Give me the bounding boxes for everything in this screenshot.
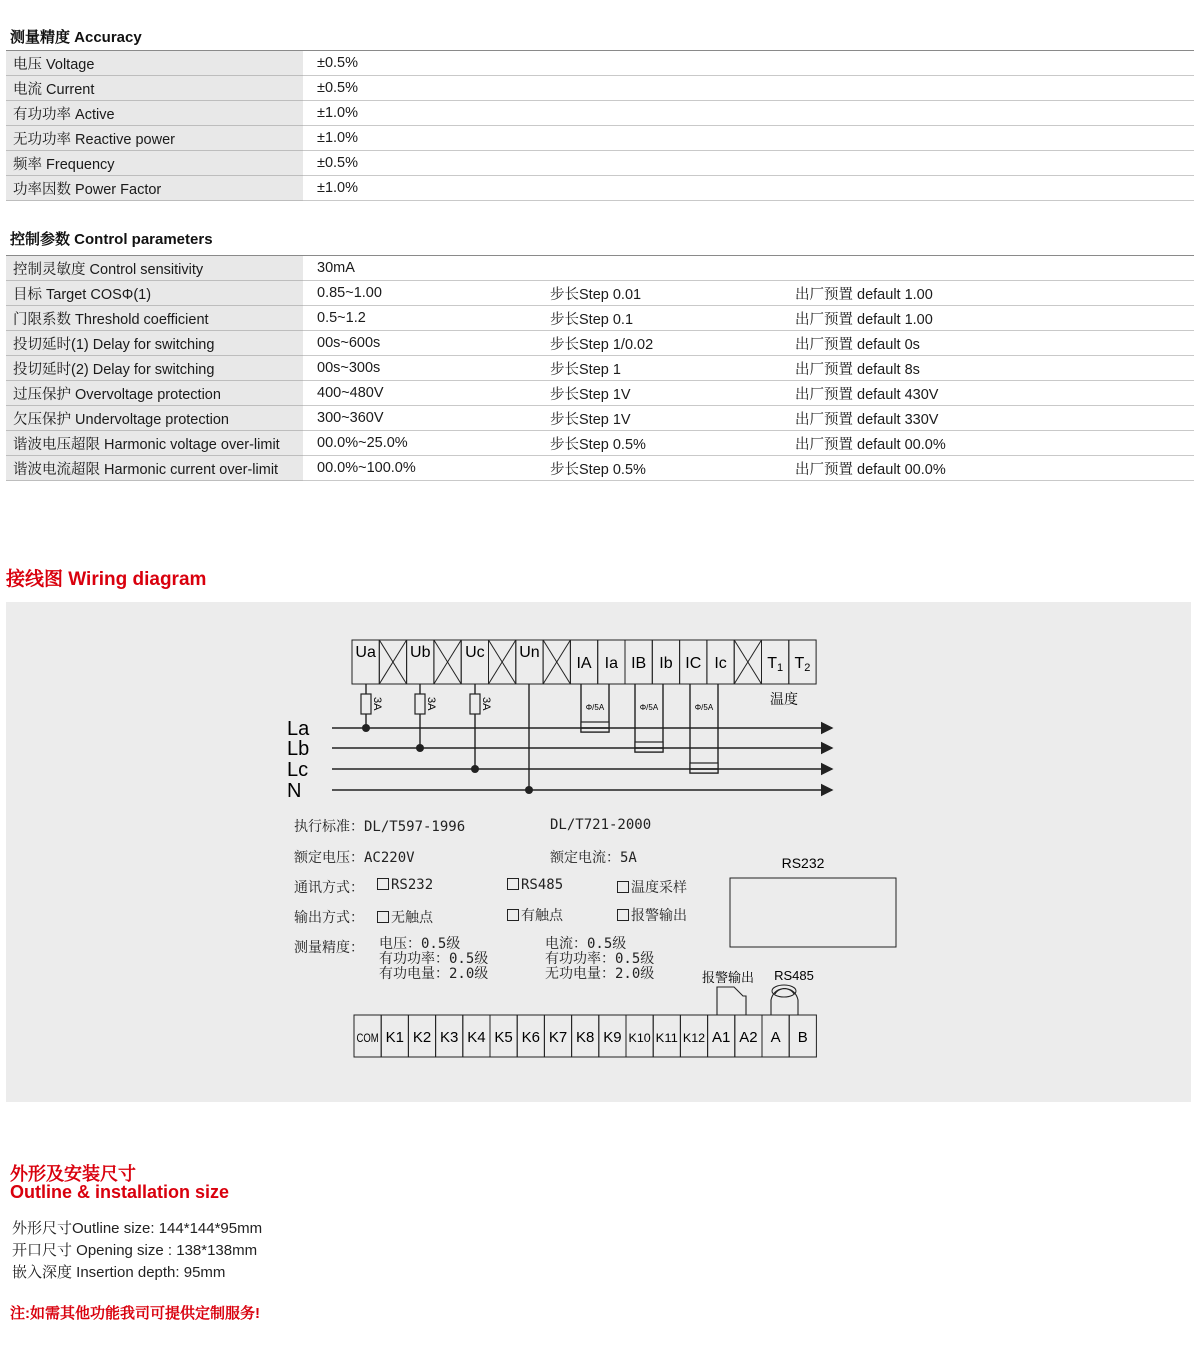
terminal-label: T2 bbox=[794, 655, 811, 674]
output-option-contactless: 无触点 bbox=[377, 907, 433, 927]
accuracy-right: 电流：0.5级 有功功率：0.5级 无功电量：2.0级 bbox=[545, 936, 655, 982]
accuracy-value: ±1.0% bbox=[303, 126, 543, 151]
control-row bbox=[6, 431, 1194, 456]
terminal-label: K8 bbox=[576, 1029, 595, 1046]
phase-label: N bbox=[287, 780, 302, 802]
control-default: 出厂预置 default 8s bbox=[788, 356, 1194, 381]
control-label: 谐波电压超限 Harmonic voltage over-limit bbox=[6, 431, 303, 456]
empty-cell bbox=[543, 151, 1194, 176]
control-step: 步长Step 0.5% bbox=[543, 431, 788, 456]
output-label: 输出方式： bbox=[294, 910, 364, 926]
fuse-rating: 3A bbox=[480, 697, 492, 711]
rs485-label: RS485 bbox=[774, 968, 814, 983]
outline-title-cn: 外形及安装尺寸 bbox=[10, 1164, 136, 1184]
rs232-label: RS232 bbox=[781, 855, 825, 871]
control-label: 过压保护 Overvoltage protection bbox=[6, 381, 303, 406]
terminal-label: A1 bbox=[712, 1029, 731, 1046]
checkbox-icon bbox=[377, 911, 389, 923]
control-step: 步长Step 0.1 bbox=[543, 306, 788, 331]
phase-label: Lc bbox=[287, 759, 309, 781]
checkbox-icon bbox=[377, 878, 389, 890]
feed-wires bbox=[361, 684, 718, 794]
terminal-label: Un bbox=[519, 644, 540, 661]
bottom-terminal-strip bbox=[354, 985, 816, 1057]
terminal-label: T1 bbox=[767, 655, 784, 674]
output-option-alarm: 报警输出 bbox=[617, 905, 687, 925]
terminal-label: K3 bbox=[440, 1029, 459, 1046]
outline-title-en: Outline & installation size bbox=[10, 1182, 230, 1202]
control-label: 控制灵敏度 Control sensitivity bbox=[6, 256, 303, 281]
terminal-label: K2 bbox=[412, 1029, 432, 1046]
ct-rating: Φ/5A bbox=[694, 703, 714, 712]
control-range: 00.0%~25.0% bbox=[303, 431, 543, 456]
terminal-label: Uc bbox=[465, 644, 485, 661]
accuracy-value: ±0.5% bbox=[303, 151, 543, 176]
terminal-label: COM bbox=[356, 1031, 379, 1045]
rs485-twisted-pair-icon bbox=[771, 989, 798, 1015]
empty-cell bbox=[543, 76, 1194, 101]
accuracy-value: ±1.0% bbox=[303, 101, 543, 126]
opening-size: 开口尺寸 Opening size : 138*138mm bbox=[12, 1242, 258, 1259]
control-step bbox=[543, 256, 788, 281]
control-label: 谐波电流超限 Harmonic current over-limit bbox=[6, 456, 303, 481]
control-label: 投切延时(2) Delay for switching bbox=[6, 356, 303, 381]
control-default: 出厂预置 default 1.00 bbox=[788, 306, 1194, 331]
control-range: 400~480V bbox=[303, 381, 543, 406]
terminal-label: K6 bbox=[521, 1029, 540, 1046]
accuracy-row bbox=[6, 151, 1194, 176]
empty-cell bbox=[543, 101, 1194, 126]
accuracy-label: 功率因数 Power Factor bbox=[6, 176, 303, 201]
accuracy-value: ±0.5% bbox=[303, 76, 543, 101]
control-step: 步长Step 1/0.02 bbox=[543, 331, 788, 356]
fuse-icon bbox=[470, 694, 480, 714]
control-row bbox=[6, 331, 1194, 356]
comm-option-rs485: RS485 bbox=[507, 877, 563, 893]
control-step: 步长Step 0.5% bbox=[543, 456, 788, 481]
current-transformer-icon bbox=[690, 763, 718, 773]
control-range: 0.5~1.2 bbox=[303, 306, 543, 331]
control-range: 00s~600s bbox=[303, 331, 543, 356]
accuracy-value: ±1.0% bbox=[303, 176, 543, 201]
control-row bbox=[6, 281, 1194, 306]
current-transformer-icon bbox=[635, 742, 663, 752]
accuracy-row bbox=[6, 51, 1194, 76]
wiring-title: 接线图 Wiring diagram bbox=[6, 569, 207, 590]
control-default: 出厂预置 default 00.0% bbox=[788, 456, 1194, 481]
accuracy-left: 电压：0.5级 有功功率：0.5级 有功电量：2.0级 bbox=[379, 936, 489, 982]
accuracy-row bbox=[6, 176, 1194, 201]
comm-label: 通讯方式： bbox=[294, 880, 364, 896]
terminal-label: Ic bbox=[714, 655, 727, 672]
checkbox-icon bbox=[507, 878, 519, 890]
rated-current: 额定电流：5A bbox=[550, 850, 637, 866]
ct-rating: Φ/5A bbox=[585, 703, 605, 712]
terminal-label: IC bbox=[685, 655, 702, 672]
insertion-depth: 嵌入深度 Insertion depth: 95mm bbox=[12, 1264, 226, 1281]
control-label: 门限系数 Threshold coefficient bbox=[6, 306, 303, 331]
empty-cell bbox=[543, 51, 1194, 76]
terminal-label: Ia bbox=[604, 655, 619, 672]
control-step: 步长Step 1 bbox=[543, 356, 788, 381]
checkbox-icon bbox=[507, 909, 519, 921]
control-row bbox=[6, 456, 1194, 481]
terminal-label: K4 bbox=[467, 1029, 486, 1046]
phase-label: Lb bbox=[287, 738, 310, 760]
control-row bbox=[6, 406, 1194, 431]
accuracy-label: 电流 Current bbox=[6, 76, 303, 101]
accuracy-row bbox=[6, 101, 1194, 126]
accuracy-label: 频率 Frequency bbox=[6, 151, 303, 176]
current-transformer-icon bbox=[581, 722, 609, 732]
control-label: 目标 Target COSΦ(1) bbox=[6, 281, 303, 306]
control-default bbox=[788, 256, 1194, 281]
checkbox-icon bbox=[617, 881, 629, 893]
fuse-rating: 3A bbox=[425, 697, 437, 711]
terminal-label: IB bbox=[631, 655, 647, 672]
fuse-icon bbox=[361, 694, 371, 714]
checkbox-icon bbox=[617, 909, 629, 921]
rated-voltage: 额定电压：AC220V bbox=[294, 850, 415, 866]
phase-label: La bbox=[287, 718, 310, 740]
wiring-diagram-panel bbox=[6, 602, 1191, 1102]
accuracy-label: 有功功率 Active bbox=[6, 101, 303, 126]
control-label: 欠压保护 Undervoltage protection bbox=[6, 406, 303, 431]
terminal-label: Ib bbox=[659, 655, 673, 672]
control-default: 出厂预置 default 330V bbox=[788, 406, 1194, 431]
terminal-label: A2 bbox=[739, 1029, 758, 1046]
control-range: 00.0%~100.0% bbox=[303, 456, 543, 481]
fuse-icon bbox=[415, 694, 425, 714]
accuracy-label: 测量精度： bbox=[294, 940, 364, 956]
fuse-rating: 3A bbox=[371, 697, 383, 711]
comm-option-temp: 温度采样 bbox=[617, 877, 687, 897]
rs232-box bbox=[730, 878, 896, 947]
control-step: 步长Step 1V bbox=[543, 406, 788, 431]
control-default: 出厂预置 default 00.0% bbox=[788, 431, 1194, 456]
terminal-label: IA bbox=[576, 655, 592, 672]
terminal-label: Ub bbox=[410, 644, 431, 661]
accuracy-value: ±0.5% bbox=[303, 51, 543, 76]
control-title: 控制参数 Control parameters bbox=[10, 231, 213, 248]
terminal-label: K11 bbox=[655, 1031, 679, 1045]
control-step: 步长Step 1V bbox=[543, 381, 788, 406]
control-range: 30mA bbox=[303, 256, 543, 281]
custom-service-note: 注:如需其他功能我司可提供定制服务! bbox=[10, 1305, 260, 1322]
outline-size: 外形尺寸Outline size: 144*144*95mm bbox=[12, 1220, 263, 1237]
comm-option-rs232: RS232 bbox=[377, 877, 433, 893]
control-row bbox=[6, 306, 1194, 331]
terminal-label: A bbox=[770, 1029, 781, 1046]
alarm-output-label: 报警输出 bbox=[701, 970, 755, 985]
accuracy-table bbox=[6, 50, 1194, 201]
control-step: 步长Step 0.01 bbox=[543, 281, 788, 306]
control-default: 出厂预置 default 1.00 bbox=[788, 281, 1194, 306]
empty-cell bbox=[543, 176, 1194, 201]
terminal-label: K12 bbox=[682, 1031, 706, 1045]
control-row bbox=[6, 356, 1194, 381]
temperature-label: 温度 bbox=[770, 691, 798, 707]
terminal-label: K5 bbox=[494, 1029, 513, 1046]
control-row bbox=[6, 381, 1194, 406]
accuracy-label: 电压 Voltage bbox=[6, 51, 303, 76]
control-row bbox=[6, 256, 1194, 281]
terminal-label: K1 bbox=[385, 1029, 404, 1046]
empty-cell bbox=[543, 126, 1194, 151]
control-label: 投切延时(1) Delay for switching bbox=[6, 331, 303, 356]
control-default: 出厂预置 default 430V bbox=[788, 381, 1194, 406]
terminal-label: K10 bbox=[628, 1031, 652, 1045]
control-range: 0.85~1.00 bbox=[303, 281, 543, 306]
accuracy-title: 测量精度 Accuracy bbox=[10, 29, 142, 46]
output-option-contact: 有触点 bbox=[507, 905, 563, 925]
ct-rating: Φ/5A bbox=[639, 703, 659, 712]
terminal-label: K7 bbox=[548, 1029, 568, 1046]
control-range: 300~360V bbox=[303, 406, 543, 431]
terminal-label: K9 bbox=[603, 1029, 622, 1046]
accuracy-label: 无功功率 Reactive power bbox=[6, 126, 303, 151]
accuracy-row bbox=[6, 126, 1194, 151]
terminal-label: Ua bbox=[355, 644, 376, 661]
relay-contact-icon bbox=[717, 987, 746, 1015]
control-default: 出厂预置 default 0s bbox=[788, 331, 1194, 356]
standard-text-2: DL/T721-2000 bbox=[550, 817, 652, 833]
control-range: 00s~300s bbox=[303, 356, 543, 381]
standard-text: 执行标准：DL/T597-1996 bbox=[294, 819, 466, 835]
accuracy-row bbox=[6, 76, 1194, 101]
terminal-label: B bbox=[797, 1029, 808, 1046]
control-table bbox=[6, 255, 1194, 481]
